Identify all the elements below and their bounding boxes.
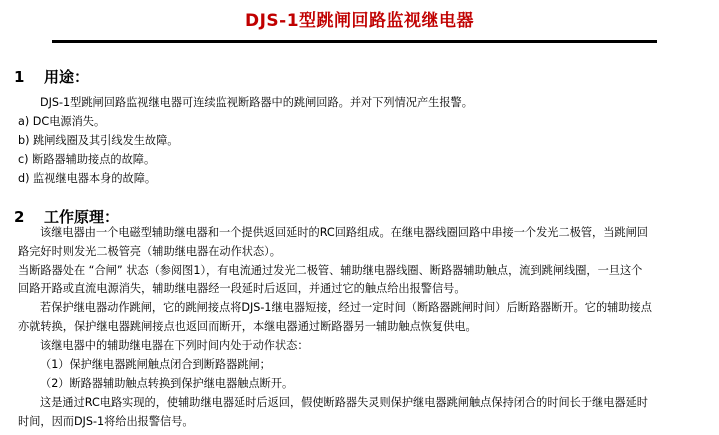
section2-line-9: （2）断路器辅助触点转换到保护继电器触点断开。 <box>40 377 294 390</box>
section1-heading <box>14 66 89 87</box>
section1-title: 用途： <box>44 68 90 86</box>
section2-line-11: 时间，因而DJS-1将给出报警信号。 <box>18 415 194 428</box>
section1-intro: DJS-1型跳闸回路监视继电器可连续监视断路器中的跳闸回路。并对下列情况产生报警。 <box>40 96 473 109</box>
section1-item-c: c) 断路器辅助接点的故障。 <box>18 153 156 166</box>
section2-line-1: 该继电器由一个电磁型辅助继电器和一个提供返回延时的RC回路组成。在继电器线圈回路中串接一个发光二极管，当跳闸回 <box>40 226 648 239</box>
section2-line-8: （1）保护继电器跳闸触点闭合到断路器跳闸； <box>40 358 271 371</box>
section2-line-10: 这是通过RC电路实现的，使辅助继电器延时后返回，假使断路器失灵则保护继电器跳闸触点保持闭合的时间长于继电器延时 <box>40 396 648 409</box>
section2-line-2: 路完好时则发光二极管亮（辅助继电器在动作状态）。 <box>18 245 281 258</box>
title-divider <box>52 40 657 43</box>
section1-item-b: b) 跳闸线圈及其引线发生故障。 <box>18 134 179 147</box>
section2-number: 2 <box>14 208 25 226</box>
section2-line-6: 亦就转换，保护继电器跳闸接点也返回而断开，本继电器通过断路器另一辅助触点恢复供电。 <box>18 320 477 333</box>
section2-title: 工作原理： <box>44 208 120 226</box>
section2-line-3: 当断路器处在 “合闸” 状态（参阅图1），有电流通过发光二极管、辅助继电器线圈、断路器辅助触点，流到跳闸线圈，一旦这个 <box>18 264 643 277</box>
section1-item-a: a) DC电源消失。 <box>18 115 106 128</box>
section1-number: 1 <box>14 68 25 86</box>
section2-line-7: 该继电器中的辅助继电器在下列时间内处于动作状态： <box>40 339 309 352</box>
document-title: DJS-1型跳闸回路监视继电器 <box>244 11 475 31</box>
section2-line-4: 回路开路或直流电源消失，辅助继电器经一段延时后返回，并通过它的触点给出报警信号。 <box>18 282 466 295</box>
section2-line-5: 若保护继电器动作跳闸，它的跳闸接点将DJS-1继电器短接，经过一定时间（断路器跳闸时间）后断路器断开。它的辅助接点 <box>40 301 652 314</box>
section1-item-d: d) 监视继电器本身的故障。 <box>18 172 157 185</box>
